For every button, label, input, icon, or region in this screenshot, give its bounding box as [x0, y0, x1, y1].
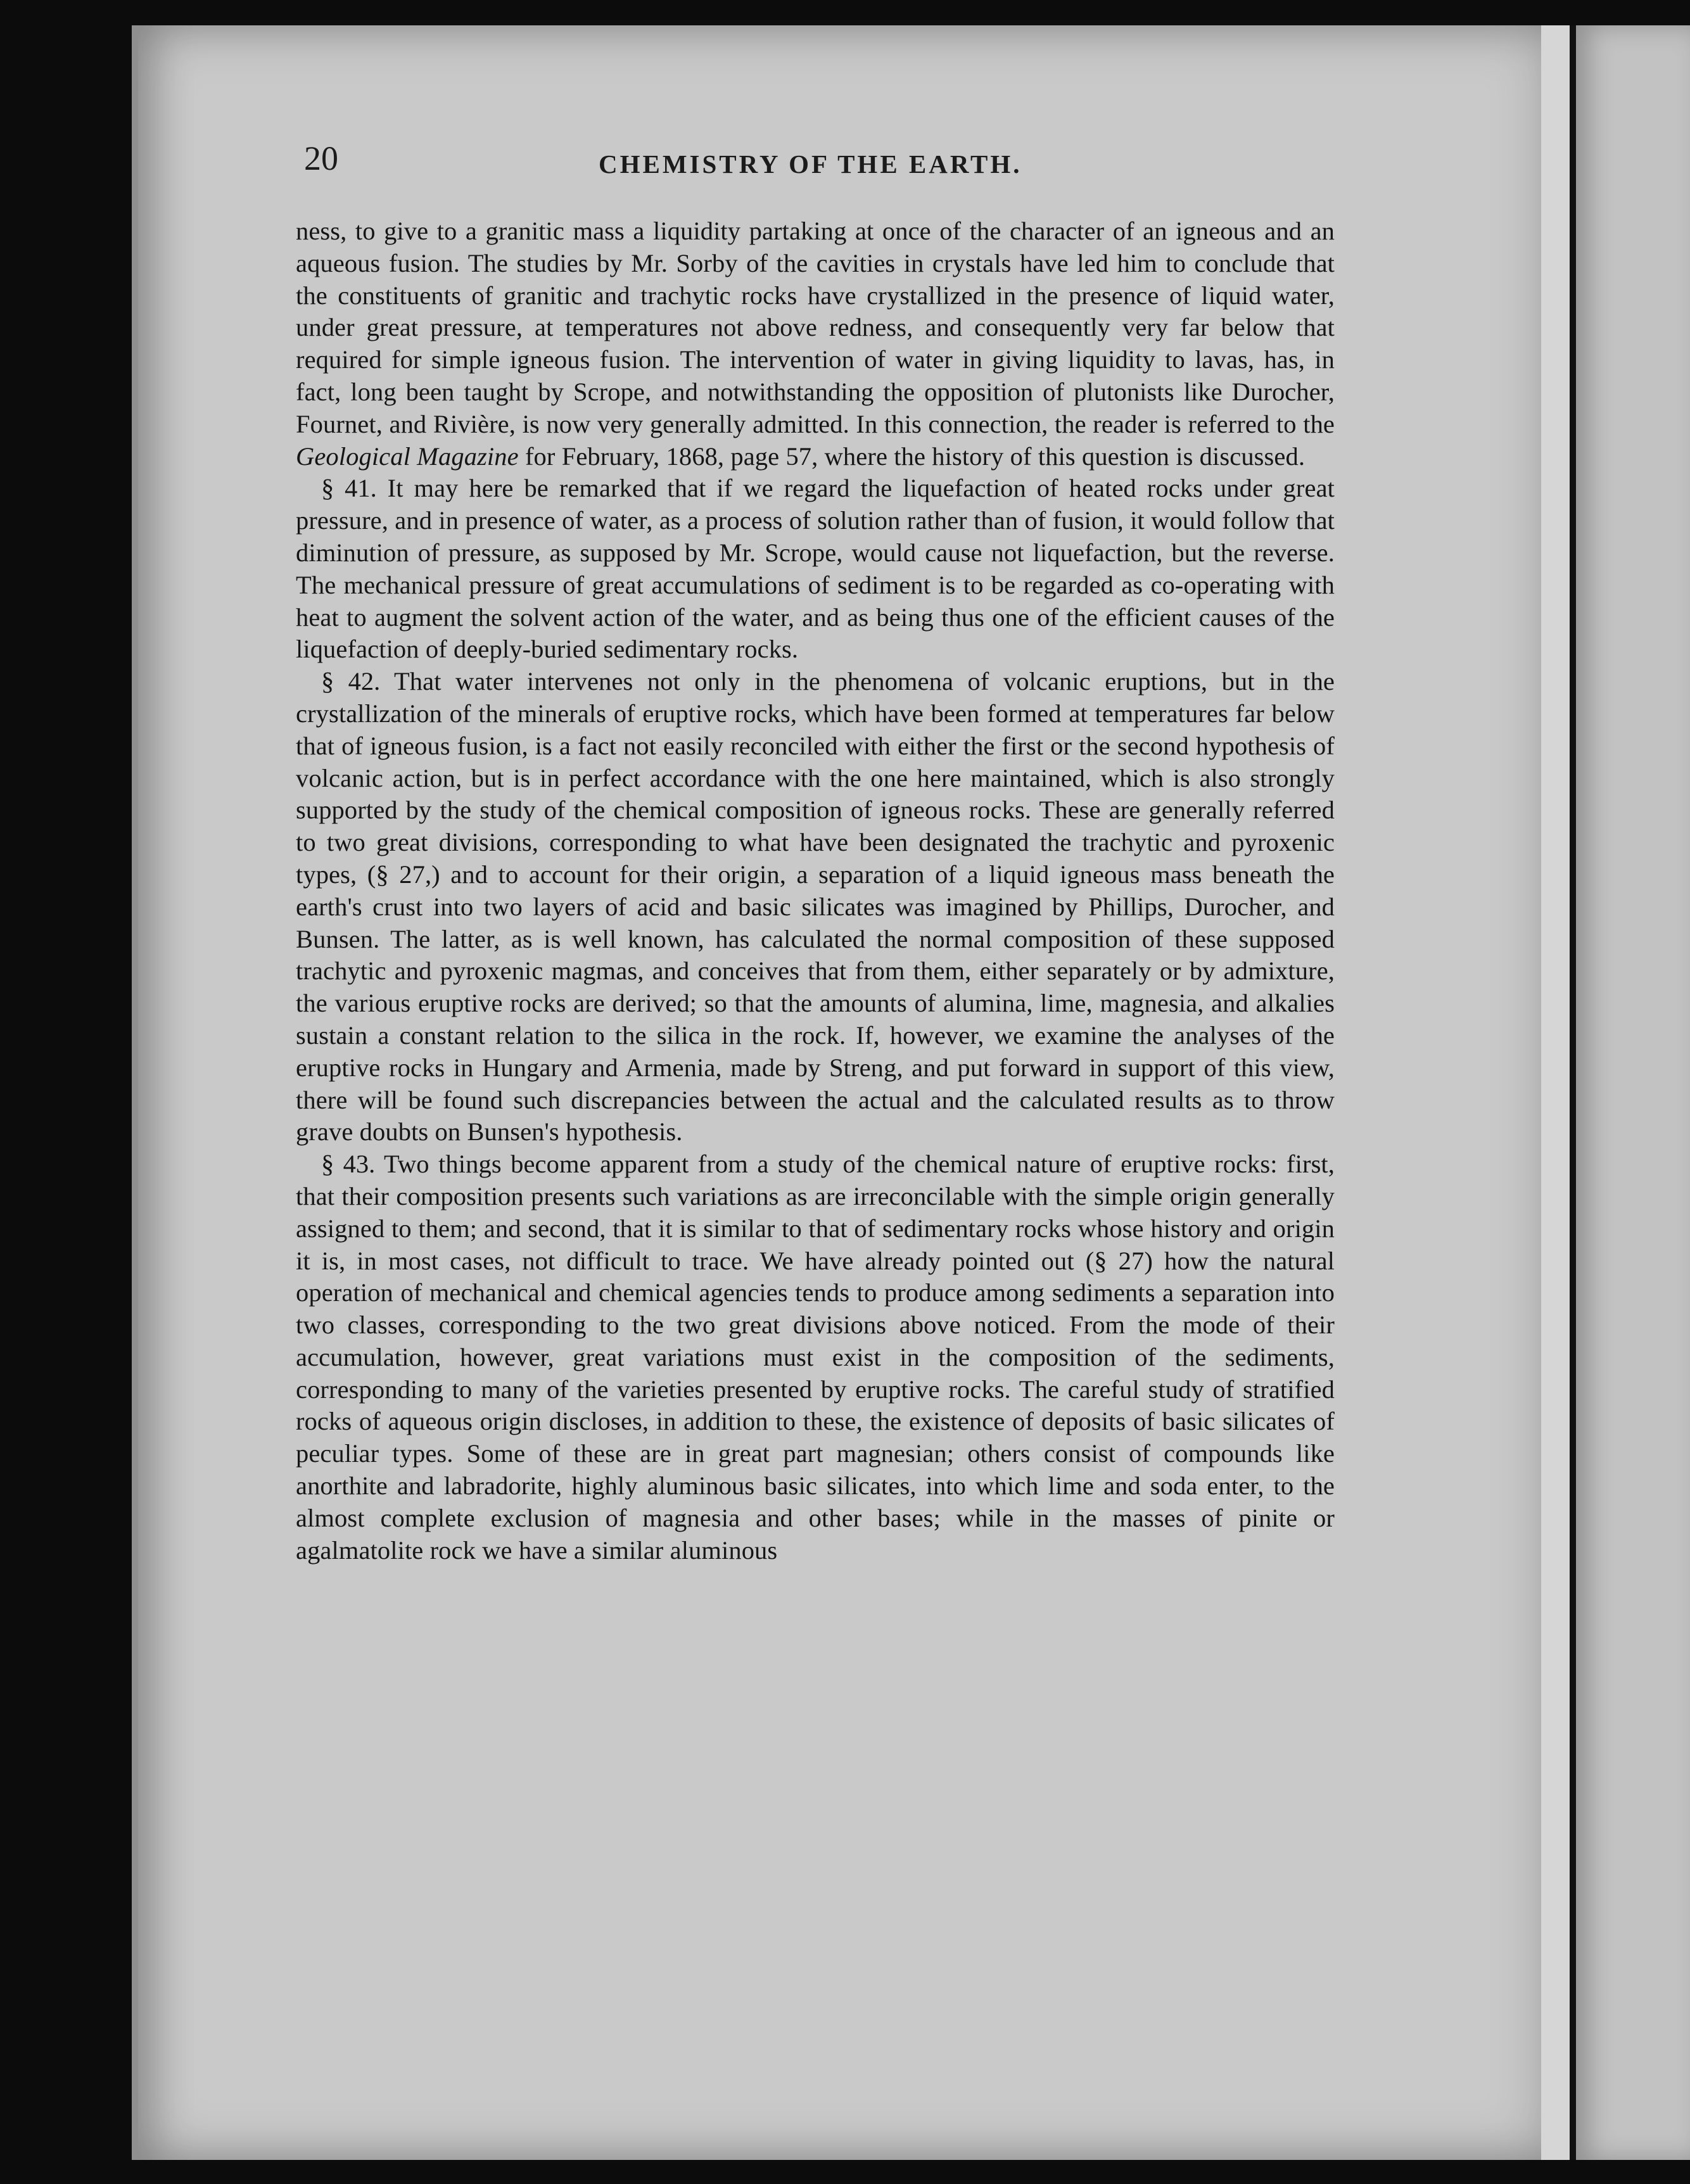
paragraph-text: That water intervenes not only in the phenomena of volcanic eruptions, but in the crystallization of the minerals of eruptive rocks, which have been formed at temperatures far below that of igneous fusion, is a fact not easily reconciled with either the first or the second hypothesis of volcanic action, but is in perfect accordance with the one here maintained, which is also strongly supported by the study of the chemical composition of igneous rocks. These are generally referred to two great divisions, corresponding to what have been designated the trachytic and pyroxenic types, (§ 27,) and to account for their origin, a separation of a liquid igneous mass beneath the earth's crust into two layers of acid and basic silicates was imagined by Phillips, Durocher, and Bunsen. The latter, as is well known, has calculated the normal composition of these supposed trachytic and pyroxenic magmas, and conceives that from them, either separately or by admixture, the various eruptive rocks are derived; so that the amounts of alumina, lime, magnesia, and alkalies sustain a constant relation to the silica in the rock. If, however, we examine the analyses of the eruptive rocks in Hungary and Armenia, made by Streng, and put forward in support of this view, there will be found such discrepancies between the actual and the calculated results as to throw grave doubts on Bunsen's hypothesis. — [296, 667, 1335, 1146]
paragraph-section-41 — [296, 473, 1335, 666]
section-number: § 41. — [321, 474, 377, 503]
paragraph-text: Two things become apparent from a study of the chemical nature of eruptive rocks: first, that their composition presents such variations as are irreconcilable with the simple origin generally assigned to them; and second, that it is similar to that of sedimentary rocks whose history and origin it is, in most cases, not difficult to trace. We have already pointed out (§ 27) how the natural operation of mechanical and chemical agencies tends to produce among sediments a separation into two classes, corresponding to the two great divisions above noticed. From the mode of their accumulation, however, great variations must exist in the composition of the sediments, corresponding to many of the varieties presented by eruptive rocks. The careful study of stratified rocks of aqueous origin discloses, in addition to these, the existence of deposits of basic silicates of peculiar types. Some of these are in great part magnesian; others consist of compounds like anorthite and labradorite, highly aluminous basic silicates, into which lime and soda enter, to the almost complete exclusion of magnesia and other bases; while in the masses of pinite or agalmatolite rock we have a similar aluminous — [296, 1150, 1335, 1565]
section-number: § 43. — [321, 1150, 376, 1179]
adjacent-page-edge — [1576, 25, 1690, 2160]
journal-title: Geological Magazine — [296, 441, 519, 471]
page-header — [304, 136, 1375, 193]
paragraph-continuation — [296, 215, 1335, 473]
paragraph-text: ness, to give to a granitic mass a liquidity partaking at once of the character of an igneous and an aqueous fusion. The studies by Mr. Sorby of the cavities in crystals have led him to conclude that the constituents of granitic and trachytic rocks have crystallized in the presence of liquid water, under great pressure, at temperatures not above redness, and consequently very far below that required for simple igneous fusion. The intervention of water in giving liquidity to lavas, has, in fact, long been taught by Scrope, and notwithstanding the opposition of plutonists like Durocher, Fournet, and Rivière, is now very generally admitted. In this connection, the reader is referred to the — [296, 217, 1335, 438]
paragraph-section-42 — [296, 666, 1335, 1148]
page-number: 20 — [304, 139, 338, 177]
paragraph-text: It may here be remarked that if we regard the liquefaction of heated rocks under great pressure, and in presence of water, as a process of solution rather than of fusion, it would follow that diminution of pressure, as supposed by Mr. Scrope, would cause not liquefaction, but the reverse. The mechanical pressure of great accumulations of sediment is to be regarded as co-operating with heat to augment the solvent action of the water, and as being thus one of the efficient causes of the liquefaction of deeply-buried sedimentary rocks. — [296, 474, 1335, 664]
paragraph-section-43 — [296, 1148, 1335, 1566]
paragraph-text: for February, 1868, page 57, where the history of this question is discussed. — [518, 441, 1306, 471]
page-gutter — [1541, 25, 1576, 2160]
running-head: CHEMISTRY OF THE EARTH. — [599, 149, 1022, 179]
section-number: § 42. — [321, 667, 381, 696]
body-text — [296, 215, 1335, 1566]
